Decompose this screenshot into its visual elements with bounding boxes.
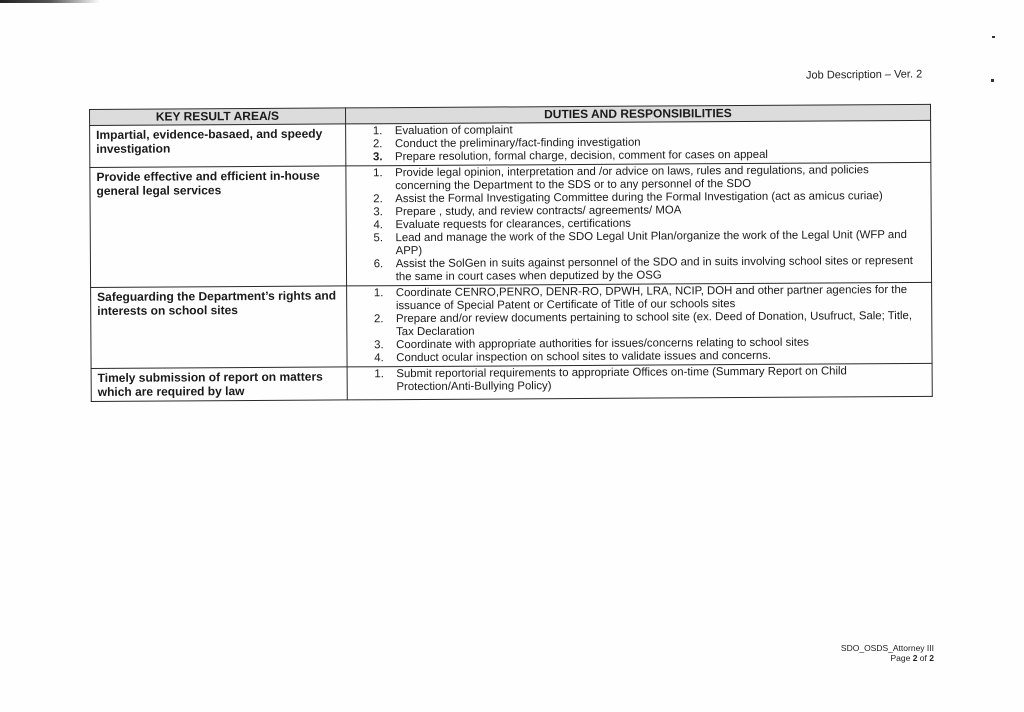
duty-number: 1.	[374, 368, 384, 381]
duty-item	[347, 255, 927, 285]
duty-number: 1.	[373, 287, 384, 300]
document-version-header: Job Description – Ver. 2	[805, 68, 923, 82]
duty-number: 3.	[374, 339, 384, 352]
key-result-area-cell: Provide effective and efficient in-house general legal services	[90, 166, 346, 288]
header-duties-responsibilities: DUTIES AND RESPONSIBILITIES	[345, 104, 930, 124]
duty-item	[346, 164, 926, 194]
duty-number: 2.	[373, 313, 384, 326]
duty-item	[347, 310, 927, 340]
scan-edge-artifact	[0, 0, 100, 3]
duty-text: Prepare , study, and review contracts/ agreements/ MOA	[395, 204, 682, 219]
duty-text: Conduct the preliminary/fact-finding investigation	[394, 136, 641, 151]
duty-number: 5.	[373, 232, 384, 245]
duty-number: 3.	[373, 206, 383, 219]
duties-cell	[345, 120, 931, 166]
header-key-result-areas: KEY RESULT AREA/S	[90, 108, 346, 126]
duty-text: Conduct ocular inspection on school sites to validate issues and concerns.	[396, 349, 772, 365]
duty-list	[346, 122, 927, 165]
duty-text: Provide legal opinion, interpretation and /or advice on laws, rules and regulations, and policies concerning the Department to the SDS or to any personnel of the SDO	[395, 164, 869, 193]
key-result-area-cell: Safeguarding the Department’s rights and interests on school sites	[91, 286, 347, 369]
duty-list	[347, 365, 927, 395]
duty-text: Evaluate requests for clearances, certifications	[395, 217, 631, 232]
duty-number: 4.	[373, 219, 383, 232]
key-result-area-cell: Timely submission of report on matters which are required by law	[91, 367, 347, 402]
duty-item	[347, 284, 927, 314]
duties-cell	[346, 282, 932, 367]
job-description-table	[89, 104, 933, 402]
duty-number: 4.	[374, 352, 384, 365]
duty-text: Evaluation of complaint	[394, 124, 513, 138]
duty-number: 1.	[372, 125, 383, 138]
duty-number: 3.	[372, 151, 383, 164]
duty-number: 1.	[373, 167, 383, 180]
duty-list	[347, 284, 928, 366]
table-row	[90, 120, 931, 167]
duty-number: 6.	[373, 258, 384, 271]
duty-number: 2.	[373, 193, 383, 206]
duty-text: Prepare resolution, formal charge, decision, comment for cases on appeal	[394, 148, 768, 164]
page-number: Page 2 of 2	[890, 653, 934, 663]
scan-speck	[992, 36, 995, 38]
scan-speck	[991, 79, 994, 82]
duty-text: Prepare and/or review documents pertaining to school site (ex. Deed of Donation, Usufruct, Sale; Title, Tax Declaration	[395, 309, 913, 339]
document-code: SDO_OSDS_Attorney III	[840, 643, 934, 653]
key-result-area-cell: Impartial, evidence-basaed, and speedy investigation	[90, 124, 346, 168]
duty-number: 2.	[372, 138, 383, 151]
duty-list	[346, 164, 927, 285]
duty-item	[347, 365, 927, 395]
duty-item	[346, 229, 926, 259]
duty-text: Assist the Formal Investigating Committee during the Formal Investigation (act as amicus curiae)	[395, 190, 883, 206]
page-footer	[822, 643, 934, 663]
table-row	[91, 363, 932, 401]
duties-cell	[346, 162, 932, 286]
table-row	[90, 162, 932, 287]
duty-text: Coordinate with appropriate authorities for issues/concerns relating to school sites	[396, 336, 810, 352]
table-row	[91, 282, 932, 368]
duty-text: Coordinate CENRO,PENRO, DENR-RO, DPWH, LRA, NCIP, DOH and other partner agencies for the issuance of Special Patent or Certificate of Title of our schools sites	[395, 284, 908, 313]
duty-text: Submit reportorial requirements to appropriate Offices on-time (Summary Report on Child Protection/Anti-Bullying Policy)	[396, 365, 847, 394]
duty-text: Lead and manage the work of the SDO Legal Unit Plan/organize the work of the Legal Unit (WFP and APP)	[395, 229, 907, 258]
duty-text: Assist the SolGen in suits against personnel of the SDO and in suits involving school sites or represent the same in court cases when deputized by the OSG	[395, 254, 913, 284]
duties-cell	[347, 363, 932, 400]
